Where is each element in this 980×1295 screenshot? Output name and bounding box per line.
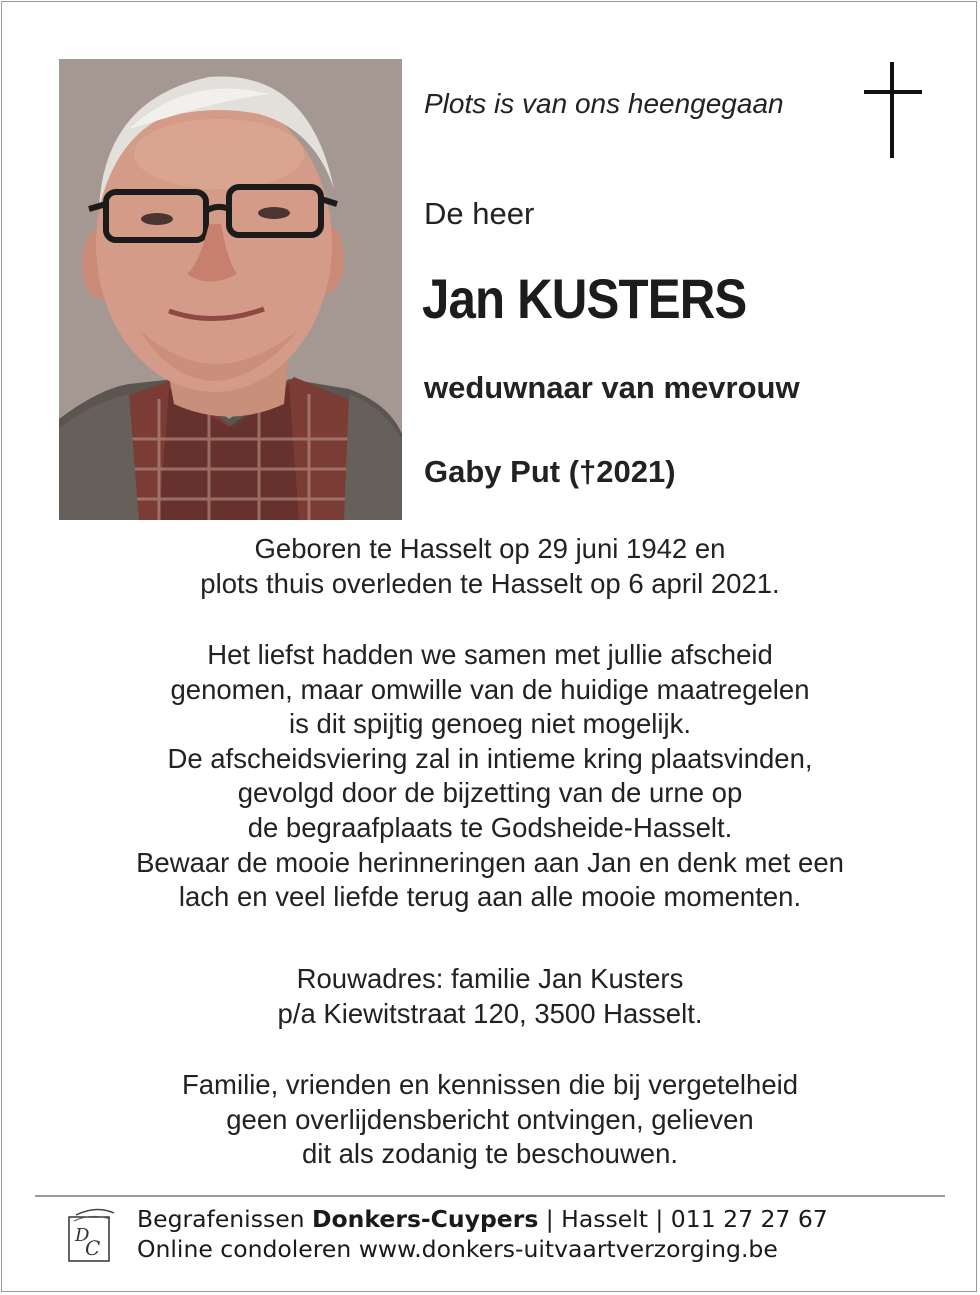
dc-logo-icon <box>66 1207 118 1265</box>
text-line: geen overlijdensbericht ontvingen, gelieven <box>226 1103 754 1135</box>
birth-death-paragraph <box>40 532 940 601</box>
deceased-name: Jan KUSTERS <box>422 267 747 330</box>
title-prefix: De heer <box>424 196 535 231</box>
text-line: is dit spijtig genoeg niet mogelijk. <box>288 708 692 740</box>
text-line: Geboren te Hasselt op 29 juni 1942 en <box>254 533 726 564</box>
svg-text:D: D <box>75 1225 90 1246</box>
text-line: dit als zodanig te beschouwen. <box>301 1138 679 1170</box>
text-line: lach en veel liefde terug aan alle mooie momenten. <box>178 881 802 913</box>
intro-line: Plots is van ons heengegaan <box>424 88 784 119</box>
text-line: gevolgd door de bijzetting van de urne op <box>237 777 743 809</box>
text-line: p/a Kiewitstraat 120, 3500 Hasselt. <box>277 997 703 1029</box>
relation-line: weduwnaar van mevrouw <box>424 370 800 405</box>
text-line: genomen, maar omwille van de huidige maatregelen <box>170 673 810 705</box>
notice-paragraph <box>40 1068 940 1172</box>
address-paragraph <box>40 962 940 1031</box>
text-line: Rouwadres: familie Jan Kusters <box>296 963 684 994</box>
footer-contact: | Hasselt | 011 27 27 67 <box>538 1205 828 1233</box>
message-paragraph <box>40 638 940 915</box>
company-name: Donkers-Cuypers <box>312 1205 539 1233</box>
footer-prefix: Begrafenissen <box>137 1205 313 1233</box>
footer-divider <box>35 1195 945 1197</box>
text-line: plots thuis overleden te Hasselt op 6 april 2021. <box>200 567 780 599</box>
text-line: Bewaar de mooie herinneringen aan Jan en denk met een <box>136 846 844 878</box>
footer-line-2[interactable]: Online condoleren www.donkers-uitvaartverzorging.be <box>137 1235 778 1263</box>
footer-line-1 <box>137 1204 828 1234</box>
text-line: De afscheidsviering zal in intieme kring plaatsvinden, <box>167 742 813 774</box>
text-line: de begraafplaats te Godsheide-Hasselt. <box>247 811 733 843</box>
cross-icon <box>864 62 922 158</box>
spouse-name: Gaby Put (†2021) <box>424 454 676 489</box>
footer-text <box>137 1204 828 1264</box>
text-line: Het liefst hadden we samen met jullie afscheid <box>207 639 773 670</box>
svg-text:C: C <box>85 1236 101 1260</box>
text-line: Familie, vrienden en kennissen die bij vergetelheid <box>181 1069 799 1100</box>
portrait-photo <box>59 59 402 520</box>
